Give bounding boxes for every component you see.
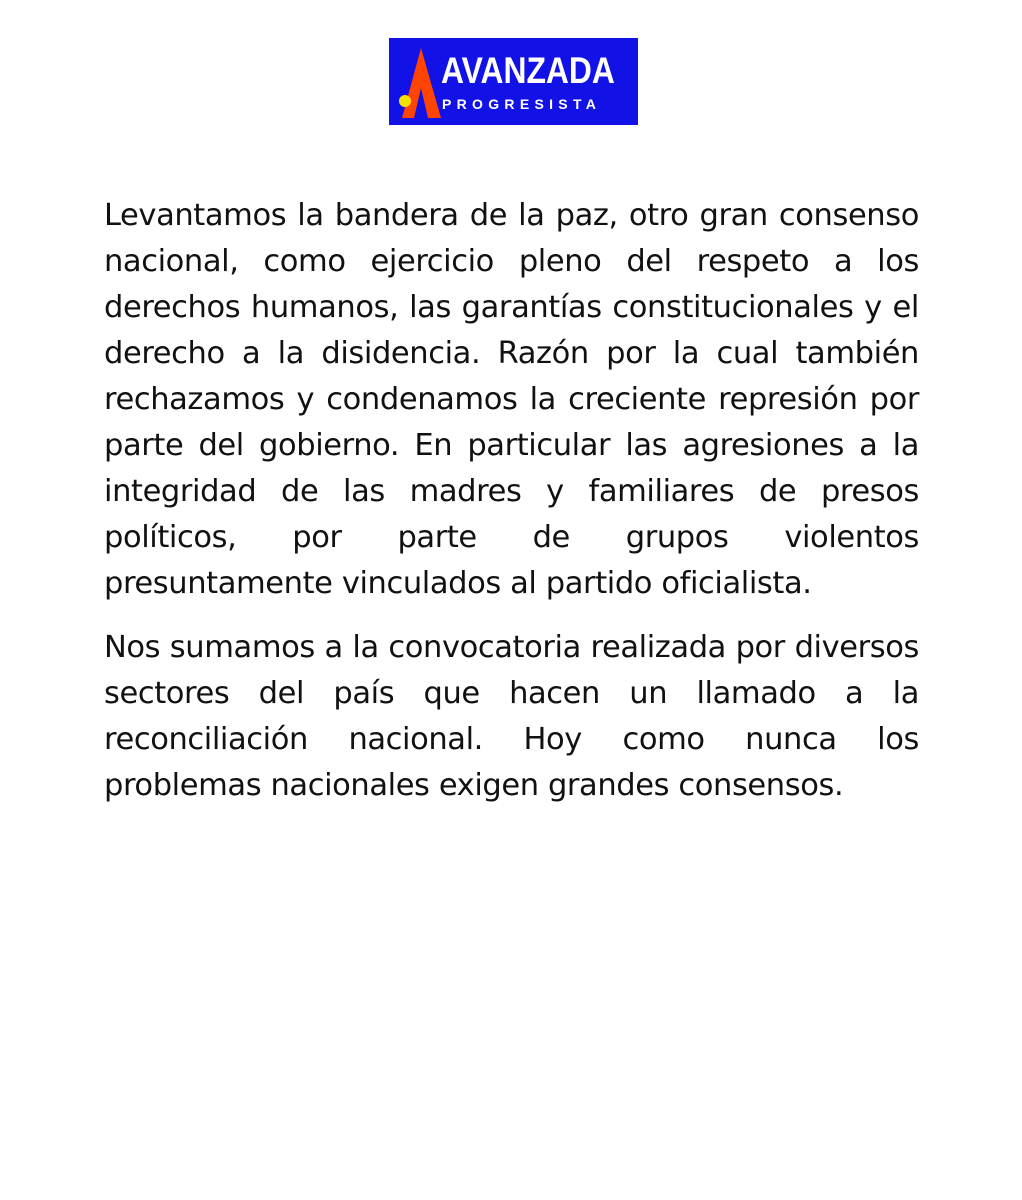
paragraph-1: Levantamos la bandera de la paz, otro gran consenso nacional, como ejercicio pleno del respeto a los derechos humanos, las garantías constitucionales y el derecho a la disidencia. Razón por la cual también rechazamos y condenamos la creciente represión por parte del gobierno. En particular las agresiones a la integridad de las madres y familiares de presos políticos, por parte de grupos violentos presuntamente vinculados al partido oficialista. (104, 198, 919, 601)
paragraph-2: Nos sumamos a la convocatoria realizada por diversos sectores del país que hacen un llamado a la reconciliación nacional. Hoy como nunca los problemas nacionales exigen grandes consensos. (104, 630, 919, 803)
brand-logo (389, 38, 638, 125)
logo-subtitle: PROGRESISTA (442, 96, 602, 112)
logo-dot-icon (399, 95, 411, 107)
logo-name: AVANZADA (441, 50, 615, 91)
statement-body (104, 193, 919, 809)
